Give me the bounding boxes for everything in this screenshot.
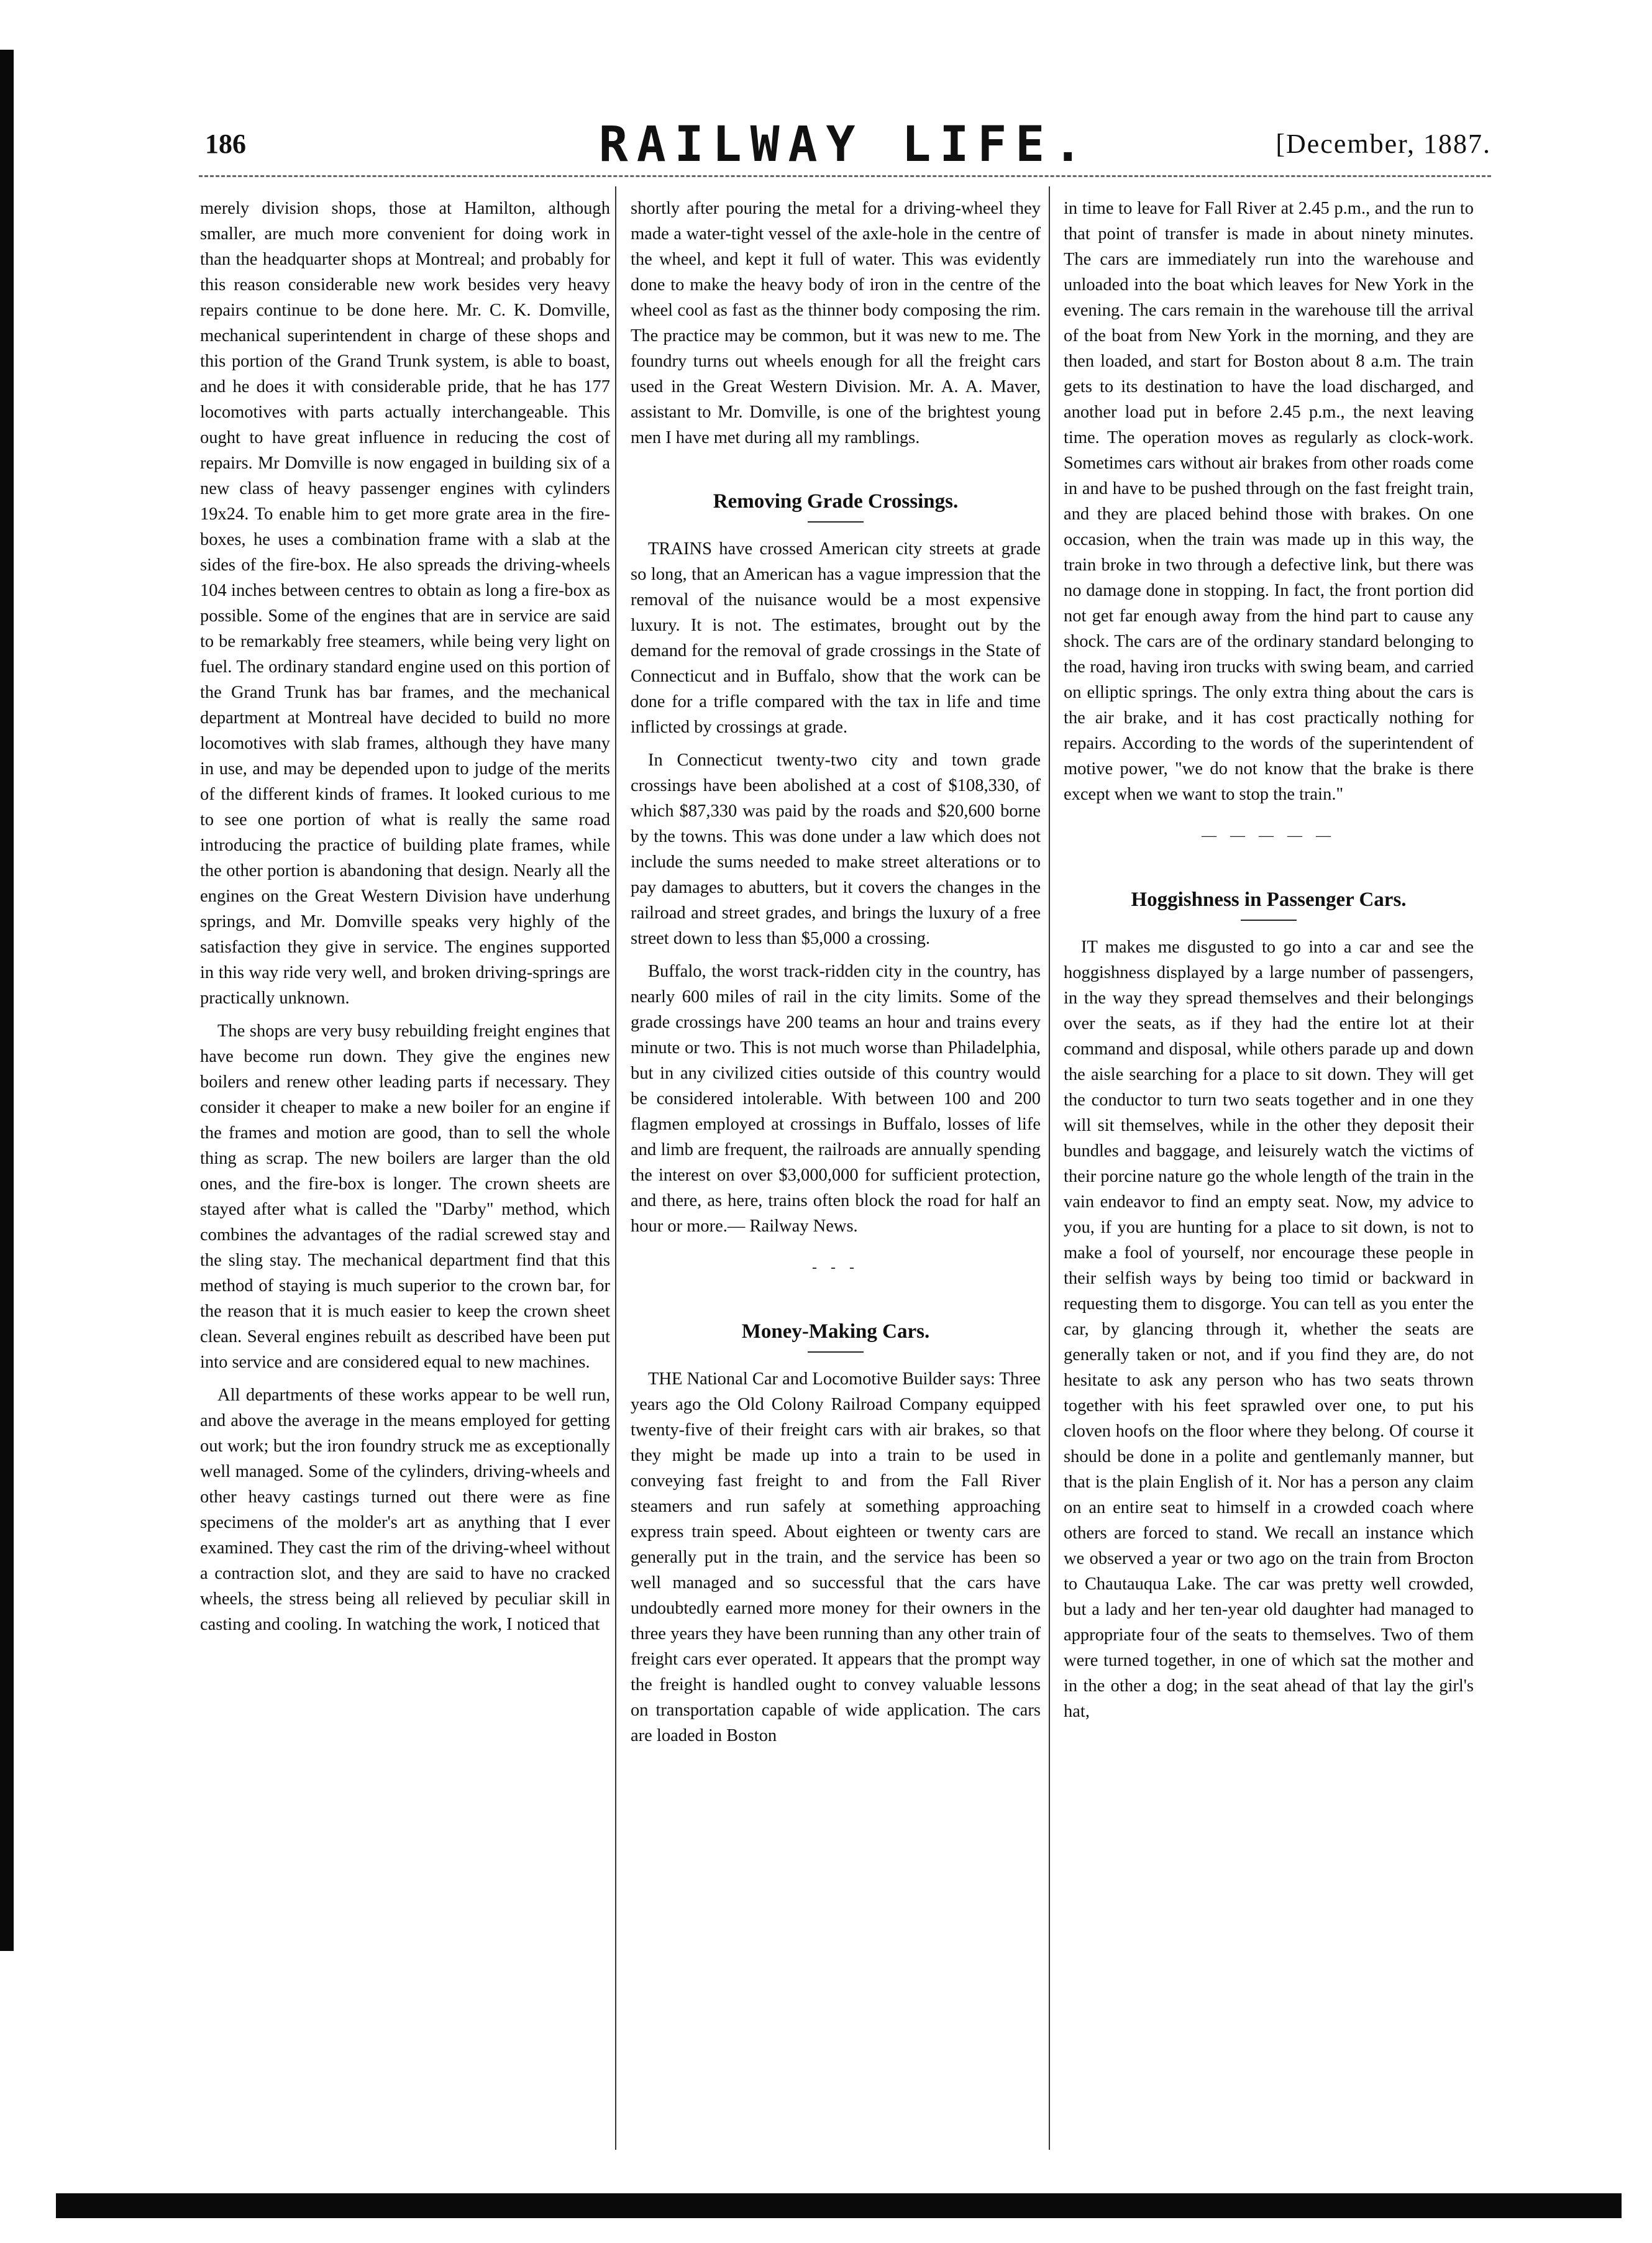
column-divider <box>1049 186 1050 2150</box>
header-rule <box>199 175 1491 177</box>
section-title-removing-grade-crossings: Removing Grade Crossings. <box>713 490 959 513</box>
title-rule <box>1241 920 1297 921</box>
article-paragraph: merely division shops, those at Hamilton, although smaller, are much more convenient for doing work in than the headquarter shops at Montreal; and probably for this reason considerable new work besides very heavy repairs continue to be done here. Mr. C. K. Domville, mechanical superintendent in charge of these shops and this portion of the Grand Trunk system, is able to boast, and he does it with considerable pride, that he has 177 locomotives with parts actually interchangeable. This ought to have great influence in reducing the cost of repairs. Mr Domville is now engaged in building six of a new class of heavy passenger engines with cylinders 19x24. To enable him to get more grate area in the fire-boxes, he uses a combination frame with a slab at the sides of the fire-box. He also spreads the driving-wheels 104 inches between centres to obtain as long a fire-box as possible. Some of the engines that are in service are said to be remarkably free steamers, while being very light on fuel. The ordinary standard engine used on this portion of the Grand Trunk has bar frames, and the mechanical department at Montreal have decided to build no more locomotives with slab frames, although they have many in use, and may be depended upon to judge of the merits of the different kinds of frames. It looked curious to me to see one portion of what is really the same road introducing the practice of building plate frames, while the other portion is abandoning that design. Nearly all the engines on the Great Western Division have underhung springs, and Mr. Domville speaks very highly of the satisfaction they give in service. The engines supported in this way ride very well, and broken driving-springs are practically unknown. <box>200 199 610 1008</box>
issue-date: [December, 1887. <box>1276 129 1491 159</box>
masthead-title: RAILWAY LIFE. <box>598 117 1092 173</box>
section-separator: — — — — — <box>1202 828 1336 844</box>
article-paragraph: in time to leave for Fall River at 2.45 p.m., and the run to that point of transfer is made in about ninety minutes. The cars are immediately run into the warehouse and unloaded into the boat which leaves for New York in the evening. The cars remain in the warehouse till the arrival of the boat from New York in the morning, and they are then loaded, and start for Boston about 8 a.m. The train gets to its destination to have the load discharged, and another load put in before 2.45 p.m., the next leaving time. The operation moves as regularly as clock-work. Sometimes cars without air brakes from other roads come in and have to be pushed through on the fast freight train, and they are placed behind those with brakes. On one occasion, when the train was made up in this way, the train broke in two through a defective link, but there was no damage done in stopping. In fact, the front portion did not get far enough away from the hind part to cause any shock. The cars are of the ordinary standard belonging to the road, having iron trucks with swing beam, and carried on elliptic springs. The only extra thing about the cars is the air brake, and it has cost practically nothing for repairs. According to the words of the superintendent of motive power, "we do not know that the brake is there except when we want to stop the train." <box>1064 199 1474 804</box>
section-title-hoggishness-in-passenger-cars: Hoggishness in Passenger Cars. <box>1131 889 1407 911</box>
article-paragraph: All departments of these works appear to be well run, and above the average in the means employed for getting out work; but the iron foundry struck me as exceptionally well managed. Some of the cylinders, driving-wheels and other heavy castings turned out there were as fine specimens of the molder's art as anything that I ever examined. They cast the rim of the driving-wheel without a contraction slot, and they are said to have no cracked wheels, the stress being all relieved by peculiar skill in casting and cooling. In watching the work, I noticed that <box>200 1386 610 1634</box>
section-title-money-making-cars: Money-Making Cars. <box>741 1320 930 1343</box>
scan-edge-bottom <box>56 2193 1622 2218</box>
article-paragraph: shortly after pouring the metal for a driving-wheel they made a water-tight vessel of the axle-hole in the centre of the wheel, and kept it full of water. This was evidently done to make the heavy body of iron in the centre of the wheel cool as fast as the thinner body composing the rim. The practice may be common, but it was new to me. The foundry turns out wheels enough for all the freight cars used in the Great Western Division. Mr. A. A. Maver, assistant to Mr. Domville, is one of the brightest young men I have met during all my ramblings. <box>631 199 1041 447</box>
article-paragraph: In Connecticut twenty-two city and town grade crossings have been abolished at a cost of $108,330, of which $87,330 was paid by the roads and $20,600 borne by the towns. This was done under a law which does not include the sums needed to make street alterations or to pay damages to abutters, but it covers the changes in the railroad and street grades, and brings the luxury of a free street down to less than $5,000 a crossing. <box>631 751 1041 948</box>
page-number: 186 <box>205 129 246 159</box>
scan-edge-left <box>0 50 14 1951</box>
page-header <box>199 117 1491 173</box>
article-paragraph: IT makes me disgusted to go into a car and see the hoggishness displayed by a large number of passengers, in the way they spread themselves and their belongings over the seats, as if they had the entire lot at their command and disposal, while others parade up and down the aisle searching for a place to sit down. They will get the conductor to turn two seats together and in one they will sit themselves, while in the other they deposit their bundles and baggage, and leisurely watch the victims of their porcine nature go the whole length of the train in the vain endeavor to find an empty seat. Now, my advice to you, if you are hunting for a place to sit down, is not to make a fool of yourself, nor encourage these people in their selfish ways by being too timid or backward in requesting them to disgorge. You can tell as you enter the car, by glancing through it, whether the seats are generally taken or not, and if you find they are, do not hesitate to ask any person who has two seats thrown together with his feet sprawled over one, to put his cloven hoofs on the floor where they belong. Of course it should be done in a polite and gentlemanly manner, but that is the plain English of it. Nor has a person any claim on an entire seat to himself in a crowded coach where others are forced to stand. We recall an instance which we observed a year or two ago on the train from Brocton to Chautauqua Lake. The car was pretty well crowded, but a lady and her ten-year old daughter had managed to appropriate four of the seats to themselves. Two of them were turned together, in one of which sat the mother and in the other a dog; in the seat ahead of that lay the girl's hat, <box>1064 938 1474 1721</box>
column-divider <box>615 186 616 2150</box>
article-paragraph: The shops are very busy rebuilding freight engines that have become run down. They give the engines new boilers and renew other leading parts if necessary. They consider it cheaper to make a new boiler for an engine if the frames and motion are good, than to sell the whole thing as scrap. The new boilers are larger than the old ones, and the fire-box is longer. The crown sheets are stayed after what is called the "Darby" method, which combines the advantages of the radial screwed stay and the sling stay. The mechanical department find that this method of staying is much superior to the crown bar, for the reason that it is much easier to keep the crown sheet clean. Several engines rebuilt as described have been put into service and are considered equal to new machines. <box>200 1021 610 1372</box>
article-paragraph: TRAINS have crossed American city streets at grade so long, that an American has a vague impression that the removal of the nuisance would be a most expensive luxury. It is not. The estimates, brought out by the demand for the removal of grade crossings in the State of Connecticut and in Buffalo, show that the work can be done for a trifle compared with the tax in life and time inflicted by crossings at grade. <box>631 539 1041 737</box>
title-rule <box>808 1351 864 1353</box>
column-2 <box>631 196 1041 2153</box>
column-3 <box>1064 196 1474 2153</box>
article-paragraph: THE National Car and Locomotive Builder says: Three years ago the Old Colony Railroad Company equipped twenty-five of their freight cars with air brakes, so that they might be made up into a train to be used in conveying fast freight to and from the Fall River steamers and run safely at something approaching express train speed. About eighteen or twenty cars are generally put in the train, and the service has been so well managed and so successful that the cars have undoubtedly earned more money for their owners in the three years they have been running than any other train of freight cars ever operated. It appears that the prompt way the freight is handled ought to convey valuable lessons on transportation capable of wide application. The cars are loaded in Boston <box>631 1369 1041 1745</box>
article-paragraph: Buffalo, the worst track-ridden city in the country, has nearly 600 miles of rail in the city limits. Some of the grade crossings have 200 teams an hour and trains every minute or two. This is not much worse than Philadelphia, but in any civilized cities outside of this country would be considered intolerable. With between 100 and 200 flagmen employed at crossings in Buffalo, losses of life and limb are frequent, the railroads are annually spending the interest on over $3,000,000 for sufficient protection, and there, as here, trains often block the road for half an hour or more.— Railway News. <box>631 962 1041 1236</box>
title-rule <box>808 521 864 523</box>
section-separator: - - - <box>812 1259 859 1276</box>
column-1 <box>200 196 610 2153</box>
